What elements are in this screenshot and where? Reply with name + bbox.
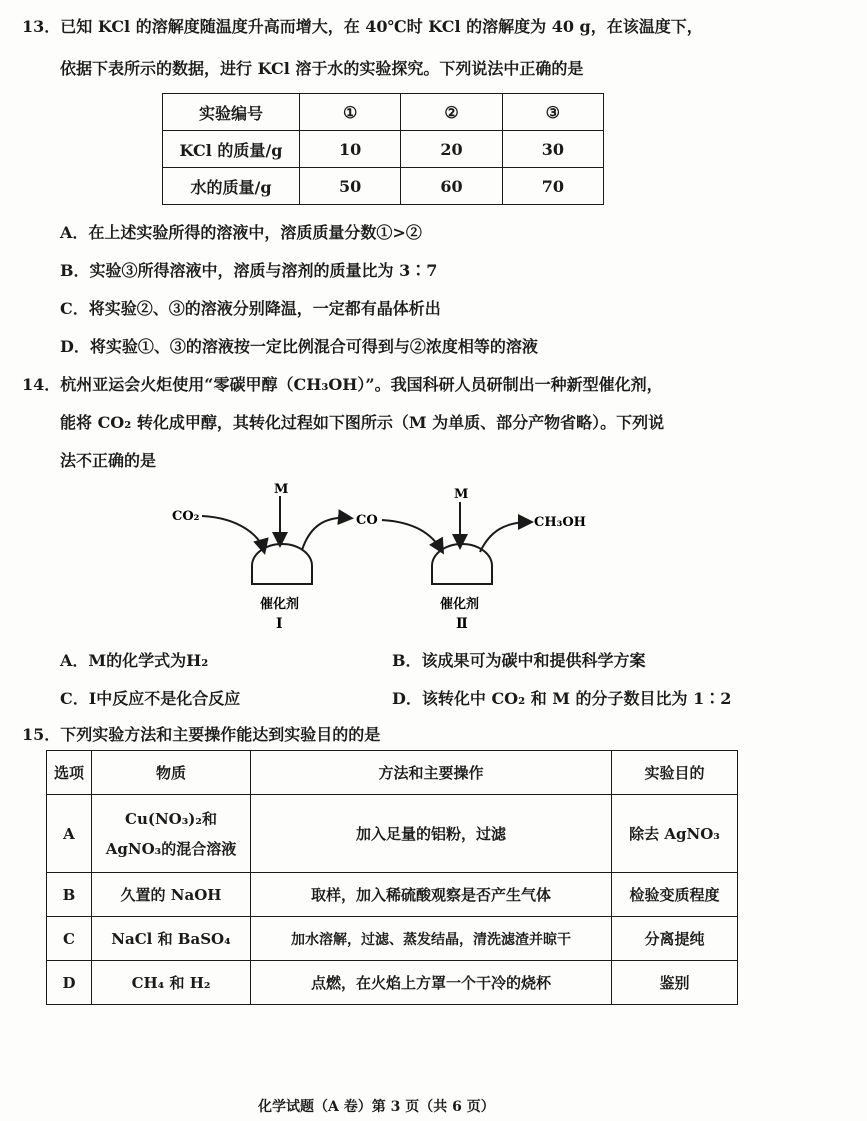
table-cell: 50 [300,168,401,205]
table-cell: A [47,795,92,873]
q14-option-d: D．该转化中 CO₂ 和 M 的分子数目比为 1∶2 [392,689,732,708]
q14-stem-line2: 能将 CO₂ 转化成甲醇，其转化过程如下图所示（M 为单质、部分产物省略）。下列说 [60,413,665,432]
q13-stem-line1: 13．已知 KCl 的溶解度随温度升高而增大，在 40℃时 KCl 的溶解度为 40 g，在该温度下， [22,17,703,36]
q15-table [46,750,738,1005]
table-cell: C [47,917,92,961]
table-cell: ③ [502,94,603,131]
q13-stem-line2: 依据下表所示的数据，进行 KCl 溶于水的实验探究。下列说法中正确的是 [60,59,584,78]
label-roman-i: Ⅰ [276,616,283,632]
table-row [163,94,604,131]
table-cell: 物质 [92,751,251,795]
table-cell: 30 [502,131,603,168]
table-cell: 实验编号 [163,94,300,131]
arrow-co-in [382,520,442,551]
q14-option-b: B．该成果可为碳中和提供科学方案 [392,651,646,670]
label-m2: M [454,487,469,502]
table-cell: 分离提纯 [612,917,738,961]
table-row [47,795,738,873]
table-cell: 点燃，在火焰上方罩一个干冷的烧杯 [251,961,612,1005]
table-cell: ② [401,94,502,131]
table-cell: 加水溶解，过滤、蒸发结晶，清洗滤渣并晾干 [251,917,612,961]
label-catalyst-i: 催化剂 [260,597,300,612]
table-cell: 检验变质程度 [612,873,738,917]
table-cell: NaCl 和 BaSO₄ [92,917,251,961]
q14-stem-line3: 法不正确的是 [60,451,157,470]
table-cell: 20 [401,131,502,168]
label-co: CO [356,513,378,528]
q15-stem: 15．下列实验方法和主要操作能达到实验目的的是 [22,725,381,744]
table-row [47,917,738,961]
table-cell: 久置的 NaOH [92,873,251,917]
table-cell: 选项 [47,751,92,795]
q14-stem-line1: 14．杭州亚运会火炬使用“零碳甲醇（CH₃OH）”。我国科研人员研制出一种新型催化剂， [22,375,663,394]
q14-option-a: A．M的化学式为H₂ [60,651,209,670]
label-catalyst-ii: 催化剂 [440,597,480,612]
label-roman-ii: Ⅱ [456,616,468,632]
table-cell: 取样，加入稀硫酸观察是否产生气体 [251,873,612,917]
label-m1: M [274,482,289,497]
table-cell: 10 [300,131,401,168]
table-cell: 水的质量/g [163,168,300,205]
arrow-co2-in [202,516,264,551]
page-footer: 化学试题（A 卷）第 3 页（共 6 页） [258,1099,495,1115]
table-cell: 实验目的 [612,751,738,795]
q13-table [162,93,604,205]
table-row [163,131,604,168]
label-co2: CO₂ [172,509,200,524]
table-row [163,168,604,205]
q13-option-b: B．实验③所得溶液中，溶质与溶剂的质量比为 3∶7 [60,261,438,280]
table-cell: Cu(NO₃)₂和 AgNO₃的混合溶液 [92,795,251,873]
table-row [47,751,738,795]
table-cell: D [47,961,92,1005]
table-row [47,873,738,917]
q14-option-c: C．Ⅰ中反应不是化合反应 [60,689,241,708]
label-ch3oh: CH₃OH [534,515,586,530]
q14-diagram [160,476,620,636]
table-cell: 方法和主要操作 [251,751,612,795]
table-cell: KCl 的质量/g [163,131,300,168]
q13-option-d: D．将实验①、③的溶液按一定比例混合可得到与②浓度相等的溶液 [60,337,538,356]
table-cell: 加入足量的铝粉，过滤 [251,795,612,873]
table-cell: B [47,873,92,917]
q13-option-a: A．在上述实验所得的溶液中，溶质质量分数①>② [60,223,422,242]
arrow-co-out [302,518,350,550]
q13-option-c: C．将实验②、③的溶液分别降温，一定都有晶体析出 [60,299,441,318]
table-cell: 60 [401,168,502,205]
table-cell: ① [300,94,401,131]
arrow-ch3oh-out [480,522,530,552]
table-cell: 70 [502,168,603,205]
table-cell: CH₄ 和 H₂ [92,961,251,1005]
table-row [47,961,738,1005]
table-cell: 鉴别 [612,961,738,1005]
table-cell: 除去 AgNO₃ [612,795,738,873]
